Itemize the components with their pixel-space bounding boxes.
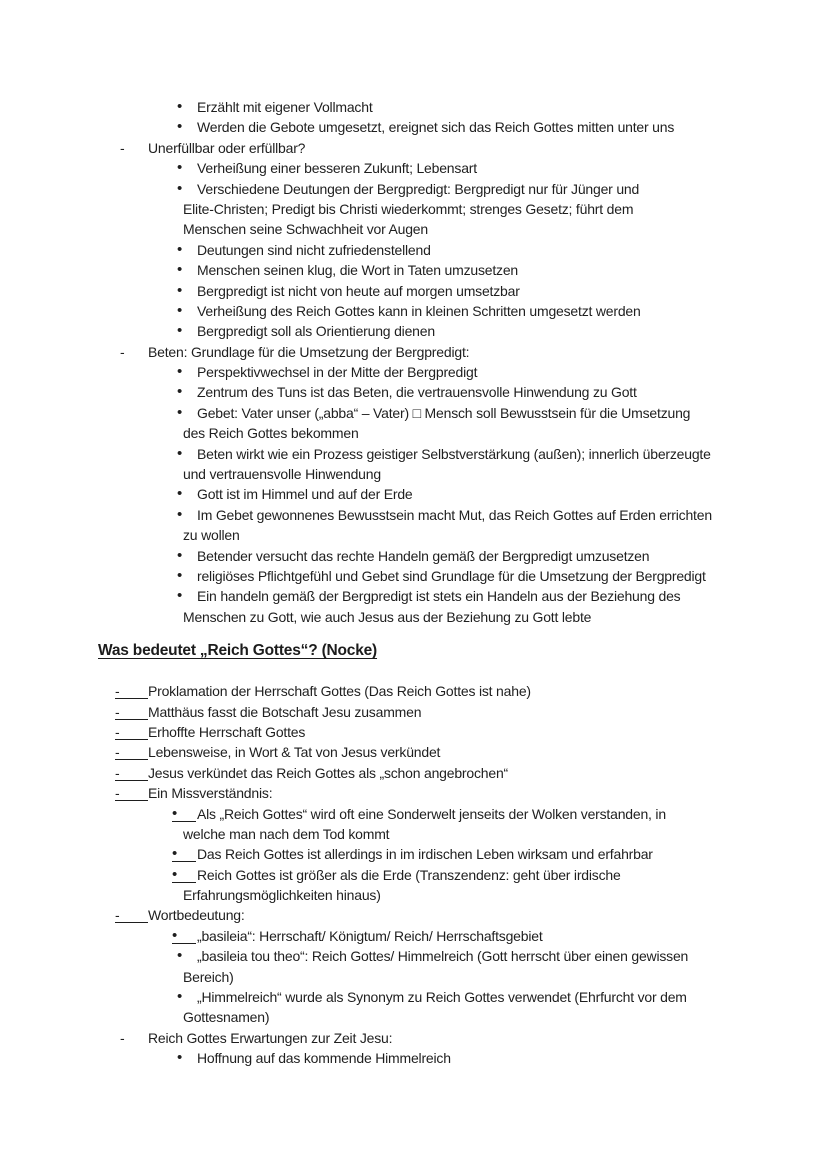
dot-bullet-icon: • bbox=[177, 1049, 183, 1067]
line-text: Jesus verkündet das Reich Gottes als „schon angebrochen“ bbox=[148, 764, 509, 781]
list-line bbox=[0, 1048, 828, 1068]
list-line bbox=[0, 117, 828, 137]
list-line bbox=[0, 505, 828, 525]
dot-bullet-icon: • bbox=[177, 988, 183, 1006]
line-text: „basileia tou theo“: Reich Gottes/ Himmelreich (Gott herrscht über einen gewissen bbox=[197, 948, 689, 965]
dot-bullet-icon: • bbox=[177, 505, 183, 523]
line-text: Wortbedeutung: bbox=[148, 907, 245, 924]
dash-bullet-icon: - bbox=[120, 343, 125, 360]
dash-bullet-icon: - bbox=[120, 1029, 125, 1046]
line-text: Verschiedene Deutungen der Bergpredigt: Bergpredigt nur für Jünger und bbox=[197, 180, 640, 197]
list-line bbox=[0, 783, 828, 803]
list-line bbox=[0, 525, 828, 545]
line-text: Betender versucht das rechte Handeln gemäß der Bergpredigt umzusetzen bbox=[197, 547, 650, 564]
line-text: „basileia“: Herrschaft/ Königtum/ Reich/ Herrschaftsgebiet bbox=[197, 927, 543, 944]
list-line bbox=[0, 301, 828, 321]
list-line bbox=[0, 804, 828, 824]
line-text: Deutungen sind nicht zufriedenstellend bbox=[197, 241, 431, 258]
list-line bbox=[0, 179, 828, 199]
list-line bbox=[0, 219, 828, 239]
line-text: Hoffnung auf das kommende Himmelreich bbox=[197, 1050, 451, 1067]
dot-bullet-icon: • bbox=[177, 98, 183, 115]
list-line bbox=[0, 240, 828, 260]
line-text: Beten wirkt wie ein Prozess geistiger Selbstverstärkung (außen); innerlich überzeugte bbox=[197, 445, 711, 462]
list-line bbox=[0, 681, 828, 701]
dash-bullet-icon: - bbox=[115, 702, 148, 720]
list-line bbox=[0, 586, 828, 606]
list-line bbox=[0, 484, 828, 504]
list-line bbox=[0, 987, 828, 1007]
dash-bullet-icon: - bbox=[115, 722, 148, 740]
dot-bullet-icon: • bbox=[177, 281, 183, 299]
line-text: Proklamation der Herrschaft Gottes (Das Reich Gottes ist nahe) bbox=[148, 683, 531, 700]
section-bergpredigt-umsetzung bbox=[0, 97, 828, 627]
line-text: Unerfüllbar oder erfüllbar? bbox=[148, 139, 306, 156]
list-line bbox=[0, 967, 828, 987]
list-line bbox=[0, 905, 828, 925]
dash-bullet-icon: - bbox=[115, 783, 148, 801]
dot-bullet-icon: • bbox=[177, 118, 183, 136]
dot-bullet-icon: • bbox=[177, 240, 183, 258]
list-line bbox=[0, 926, 828, 946]
line-text: Menschen seine Schwachheit vor Augen bbox=[183, 221, 428, 238]
list-line bbox=[0, 865, 828, 885]
line-text: Bergpredigt soll als Orientierung dienen bbox=[197, 323, 435, 340]
list-line bbox=[0, 321, 828, 341]
dot-bullet-icon: • bbox=[177, 363, 183, 381]
line-text: zu wollen bbox=[183, 527, 240, 544]
dot-bullet-icon: • bbox=[177, 485, 183, 503]
dot-bullet-icon: • bbox=[172, 865, 196, 883]
line-text: Perspektivwechsel in der Mitte der Bergpredigt bbox=[197, 364, 478, 381]
line-text: Werden die Gebote umgesetzt, ereignet sich das Reich Gottes mitten unter uns bbox=[197, 119, 675, 136]
list-line bbox=[0, 342, 828, 362]
line-text: Bergpredigt ist nicht von heute auf morgen umsetzbar bbox=[197, 282, 520, 299]
line-text: Als „Reich Gottes“ wird oft eine Sonderwelt jenseits der Wolken verstanden, in bbox=[197, 805, 666, 822]
line-text: Verheißung einer besseren Zukunft; Lebensart bbox=[197, 160, 477, 177]
dot-bullet-icon: • bbox=[177, 947, 183, 965]
line-text: und vertrauensvolle Hinwendung bbox=[183, 466, 381, 483]
list-line bbox=[0, 946, 828, 966]
dot-bullet-icon: • bbox=[177, 301, 183, 319]
line-text: Reich Gottes Erwartungen zur Zeit Jesu: bbox=[148, 1029, 393, 1046]
dot-bullet-icon: • bbox=[177, 159, 183, 177]
dot-bullet-icon: • bbox=[177, 444, 183, 462]
dot-bullet-icon: • bbox=[172, 804, 196, 822]
dash-bullet-icon: - bbox=[115, 763, 148, 781]
line-text: Lebensweise, in Wort & Tat von Jesus verkündet bbox=[148, 744, 441, 761]
list-line bbox=[0, 763, 828, 783]
line-text: Gebet: Vater unser („abba“ – Vater) □ Mensch soll Bewusstsein für die Umsetzung bbox=[197, 404, 691, 421]
line-text: Im Gebet gewonnenes Bewusstsein macht Mut, das Reich Gottes auf Erden errichten bbox=[197, 506, 712, 523]
line-text: Erzählt mit eigener Vollmacht bbox=[197, 99, 373, 115]
dash-bullet-icon: - bbox=[115, 742, 148, 760]
dash-bullet-icon: - bbox=[120, 139, 125, 156]
dash-bullet-icon: - bbox=[115, 905, 148, 923]
dot-bullet-icon: • bbox=[177, 261, 183, 279]
line-text: Ein handeln gemäß der Bergpredigt ist stets ein Handeln aus der Beziehung des bbox=[197, 588, 681, 605]
line-text: Elite-Christen; Predigt bis Christi wiederkommt; strenges Gesetz; führt dem bbox=[183, 200, 634, 217]
list-line bbox=[0, 566, 828, 586]
dot-bullet-icon: • bbox=[177, 566, 183, 584]
list-line bbox=[0, 403, 828, 423]
line-text: Erfahrungsmöglichkeiten hinaus) bbox=[183, 887, 381, 904]
line-text: Zentrum des Tuns ist das Beten, die vertrauensvolle Hinwendung zu Gott bbox=[197, 384, 637, 401]
list-line bbox=[0, 444, 828, 464]
list-line bbox=[0, 546, 828, 566]
list-line bbox=[0, 607, 828, 627]
line-text: welche man nach dem Tod kommt bbox=[183, 825, 390, 842]
line-text: Reich Gottes ist größer als die Erde (Transzendenz: geht über irdische bbox=[197, 866, 621, 883]
dot-bullet-icon: • bbox=[177, 179, 183, 197]
line-text: „Himmelreich“ wurde als Synonym zu Reich Gottes verwendet (Ehrfurcht vor dem bbox=[197, 989, 687, 1006]
line-text: religiöses Pflichtgefühl und Gebet sind Grundlage für die Umsetzung der Bergpredigt bbox=[197, 567, 706, 584]
list-line bbox=[0, 844, 828, 864]
list-line bbox=[0, 158, 828, 178]
list-line bbox=[0, 138, 828, 158]
dot-bullet-icon: • bbox=[177, 403, 183, 421]
list-line bbox=[0, 199, 828, 219]
line-text: Ein Missverständnis: bbox=[148, 785, 273, 802]
section-reich-gottes-bedeutung bbox=[0, 681, 828, 1068]
line-text: Erhoffte Herrschaft Gottes bbox=[148, 723, 306, 740]
dot-bullet-icon: • bbox=[177, 546, 183, 564]
line-text: Das Reich Gottes ist allerdings in im irdischen Leben wirksam und erfahrbar bbox=[197, 846, 653, 863]
list-line bbox=[0, 722, 828, 742]
line-text: Beten: Grundlage für die Umsetzung der Bergpredigt: bbox=[148, 343, 470, 360]
line-text: des Reich Gottes bekommen bbox=[183, 425, 359, 442]
dot-bullet-icon: • bbox=[177, 587, 183, 605]
line-text: Matthäus fasst die Botschaft Jesu zusammen bbox=[148, 703, 422, 720]
dot-bullet-icon: • bbox=[177, 383, 183, 401]
list-line bbox=[0, 382, 828, 402]
list-line bbox=[0, 885, 828, 905]
line-text: Gott ist im Himmel und auf der Erde bbox=[197, 486, 413, 503]
list-line bbox=[0, 97, 828, 117]
list-line bbox=[0, 702, 828, 722]
dot-bullet-icon: • bbox=[177, 322, 183, 340]
list-line bbox=[0, 824, 828, 844]
line-text: Verheißung des Reich Gottes kann in kleinen Schritten umgesetzt werden bbox=[197, 302, 641, 319]
list-line bbox=[0, 1007, 828, 1027]
dash-bullet-icon: - bbox=[115, 681, 148, 699]
line-text: Bereich) bbox=[183, 968, 234, 985]
line-text: Menschen seinen klug, die Wort in Taten umzusetzen bbox=[197, 262, 519, 279]
section-heading: Was bedeutet „Reich Gottes“? (Nocke) bbox=[98, 642, 378, 660]
list-line bbox=[0, 1028, 828, 1048]
line-text: Menschen zu Gott, wie auch Jesus aus der Beziehung zu Gott lebte bbox=[183, 608, 592, 625]
list-line bbox=[0, 260, 828, 280]
dot-bullet-icon: • bbox=[172, 844, 196, 862]
dot-bullet-icon: • bbox=[172, 926, 196, 944]
line-text: Gottesnamen) bbox=[183, 1009, 270, 1026]
list-line bbox=[0, 464, 828, 484]
list-line bbox=[0, 423, 828, 443]
list-line bbox=[0, 362, 828, 382]
list-line bbox=[0, 742, 828, 762]
list-line bbox=[0, 281, 828, 301]
